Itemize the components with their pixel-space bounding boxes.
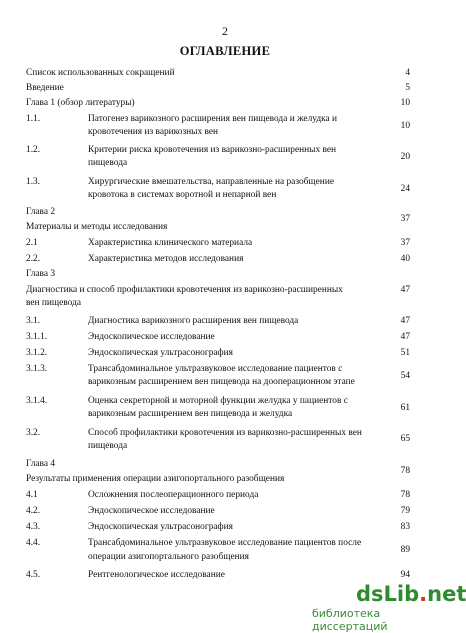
toc-entry-number: 4.2. (26, 506, 41, 516)
toc-entry-number: 1.1. (26, 114, 41, 124)
toc-entry-page: 10 (400, 98, 410, 108)
toc-entry-number: 4.5. (26, 570, 41, 580)
toc-entry-text-cont: варикозным расширением вен пищевода и желудка (88, 409, 293, 419)
toc-entry-text-cont: операции азигопортального разобщения (88, 552, 249, 562)
toc-entry-page: 40 (400, 254, 410, 264)
toc-entry-text: Трансабдоминальное ультразвуковое исследование пациентов после (88, 538, 362, 548)
toc-entry-text-cont: Диагностика и способ профилактики кровотечения из варикозно-расширенных (26, 285, 343, 295)
logo-tld-text: net (427, 582, 466, 606)
toc-entry-text: Введение (26, 83, 64, 93)
toc-entry-text: Критерии риска кровотечения из варикозно-расширенных вен (88, 145, 337, 155)
toc-entry-page: 51 (400, 348, 410, 358)
toc-entry-text-cont: пищевода (88, 158, 128, 168)
toc-entry-number: 4.4. (26, 538, 41, 548)
toc-entry-number: 4.3. (26, 522, 41, 532)
toc-entry-page: 83 (400, 522, 410, 532)
watermark-subtitle: библиотека диссертаций (312, 607, 388, 633)
toc-entry-page: 89 (400, 545, 410, 555)
toc-entry-page: 37 (400, 214, 410, 224)
toc-entry-page: 10 (400, 121, 410, 131)
toc-entry-number: 4.1 (26, 490, 38, 500)
toc-entry-text: Патогенез варикозного расширения вен пищевода и желудка и (88, 114, 338, 124)
toc-entry-number: 1.3. (26, 177, 41, 187)
toc-entry-page: 24 (400, 184, 410, 194)
toc-entry-page: 94 (400, 570, 410, 580)
toc-entry-page: 47 (400, 332, 410, 342)
toc-entry-text-cont: пищевода (88, 441, 128, 451)
toc-entry-text: Характеристика методов исследования (88, 254, 244, 264)
toc-entry-number: 3.1.2. (26, 348, 48, 358)
toc-entry-text: Рентгенологическое исследование (88, 570, 225, 580)
toc-entry-page: 4 (405, 68, 410, 78)
toc-entry-text: Глава 4 (26, 459, 56, 469)
toc-entry-text: Хирургические вмешательства, направленные на разобщение (88, 177, 335, 187)
toc-entry-text: Эндоскопическая ультрасонография (88, 522, 233, 532)
toc-entry-page: 78 (400, 466, 410, 476)
toc-entry-text: Эндоскопическое исследование (88, 332, 215, 342)
toc-entry-text: Диагностика варикозного расширения вен пищевода (88, 316, 299, 326)
toc-entry-text: Эндоскопическое исследование (88, 506, 215, 516)
page-number: 2 (222, 24, 228, 38)
toc-entry-text: Глава 1 (обзор литературы) (26, 98, 135, 108)
dslib-logo (356, 582, 466, 606)
dslib-watermark (300, 580, 466, 633)
toc-entry-page: 47 (400, 316, 410, 326)
toc-entry-number: 2.2. (26, 254, 41, 264)
toc-entry-page: 79 (400, 506, 410, 516)
toc-entry-text: Глава 3 (26, 269, 56, 279)
toc-entry-text: Глава 2 (26, 207, 56, 217)
toc-entry-number: 3.2. (26, 428, 41, 438)
toc-entry-page: 37 (400, 238, 410, 248)
toc-entry-page: 20 (400, 152, 410, 162)
toc-entry-text: Осложнения послеоперационного периода (88, 490, 259, 500)
toc-entry-page: 65 (400, 434, 410, 444)
toc-entry-text: Характеристика клинического материала (88, 238, 253, 248)
toc-entry-page: 61 (400, 403, 410, 413)
toc-entry-number: 3.1.1. (26, 332, 48, 342)
toc-entry-page: 47 (400, 285, 410, 295)
toc-entry-text-cont: варикозным расширением вен пищевода на дооперационном этапе (88, 377, 355, 387)
toc-entry-text: Способ профилактики кровотечения из варикозно-расширенных вен (88, 428, 362, 438)
logo-dot: . (419, 582, 428, 606)
toc-entry-number: 1.2. (26, 145, 41, 155)
toc-entry-page: 54 (400, 371, 410, 381)
toc-entry-number: 3.1.3. (26, 364, 48, 374)
toc-entry-page: 5 (405, 83, 410, 93)
toc-entry-text-cont: Результаты применения операции азигопортального разобщения (26, 474, 285, 484)
toc-entry-text-cont: кровотечения из варикозных вен (88, 127, 219, 137)
toc-entry-number: 3.1. (26, 316, 41, 326)
toc-entry-text: Трансабдоминальное ультразвуковое исследование пациентов с (88, 364, 343, 374)
toc-entry-text: Список использованных сокращений (26, 68, 175, 78)
toc-entry-number: 2.1 (26, 238, 38, 248)
toc-entry-text-cont: вен пищевода (26, 298, 82, 308)
page-title: ОГЛАВЛЕНИЕ (179, 44, 271, 58)
toc-entry-text: Эндоскопическая ультрасонография (88, 348, 233, 358)
toc-entry-page: 78 (400, 490, 410, 500)
toc-entry-text-cont: Материалы и методы исследования (26, 222, 168, 232)
toc-entry-text: Оценка секреторной и моторной функции желудка у пациентов с (88, 396, 348, 406)
logo-main-text: dsLib (356, 582, 420, 606)
toc-entry-number: 3.1.4. (26, 396, 48, 406)
toc-entry-text-cont: кровотока в системах воротной и непарной вен (88, 190, 277, 200)
